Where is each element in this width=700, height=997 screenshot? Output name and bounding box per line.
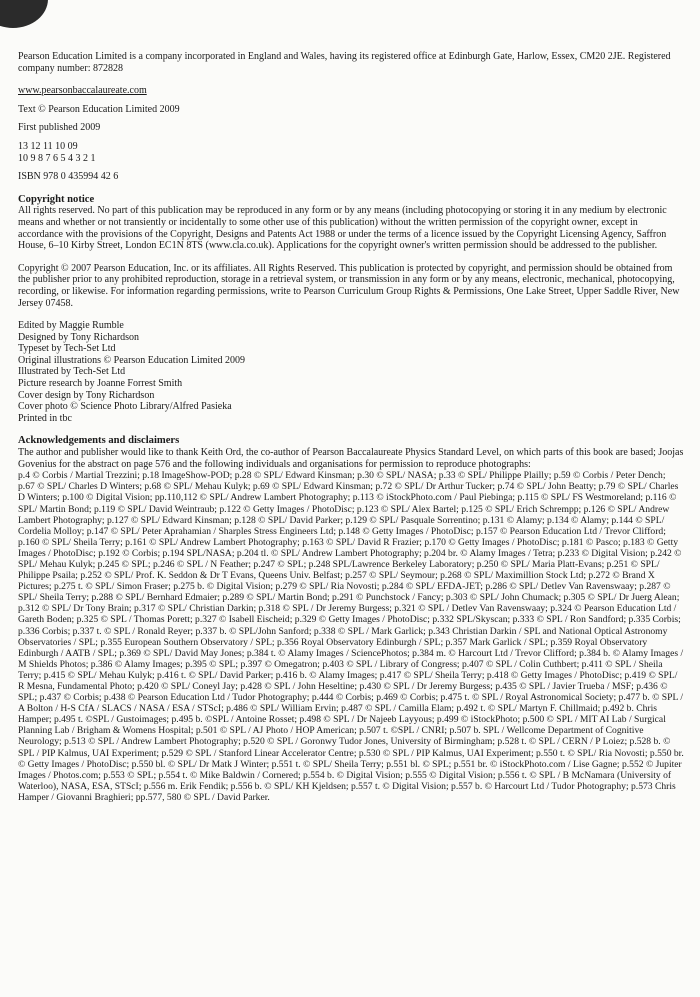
text-copyright: Text © Pearson Education Limited 2009	[18, 103, 180, 115]
production-credits	[18, 320, 684, 424]
copyright-notice-body: All rights reserved. No part of this publication may be reproduced in any form or by any means (including photocopying or storing it in any medium by electronic means and whether or not transiently or incidentally to some other use of this publication) without the written permission of the copyright owner, except in accordance with the provisions of the Copyright, Designs and Patents Act 1988 or under the terms of a licence issued by the Copyright Licensing Agency, Saffron House, 6–10 Kirby Street, London EC1N 8TS (www.cla.co.uk). Applications for the copyright owner's written permission should be addressed to the publisher.	[18, 205, 667, 252]
illustrated-by: Illustrated by Tech-Set Ltd	[18, 366, 126, 378]
first-published: First published 2009	[18, 122, 101, 134]
company-registration: Pearson Education Limited is a company incorporated in England and Wales, having its registered office at Edinburgh Gate, Harlow, Essex, CM20 2JE. Registered company number: 872828	[18, 51, 671, 74]
edited-by: Edited by Maggie Rumble	[18, 320, 124, 332]
printed-in: Printed in tbc	[18, 412, 72, 424]
picture-research: Picture research by Joanne Forrest Smith	[18, 378, 183, 390]
print-line-numbers: 10 9 8 7 6 5 4 3 2 1	[18, 152, 96, 164]
isbn: ISBN 978 0 435994 42 6	[18, 171, 119, 183]
corner-decoration	[0, 0, 48, 28]
print-line-years: 13 12 11 10 09	[18, 140, 78, 152]
us-copyright-notice: Copyright © 2007 Pearson Education, Inc. or its affiliates. All Rights Reserved. This publication is protected by copyright, and permission should be obtained from the publisher prior to any prohibited reproduction, storage in a retrieval system, or transmission in any form or by any means, electronic, mechanical, photocopying, recording, or likewise. For information regarding permissions, write to Pearson Curriculum Group Rights & Permissions, One Lake Street, Upper Saddle River, New Jersey 07458.	[18, 262, 680, 309]
acknowledgements-heading: Acknowledgements and disclaimers	[18, 435, 180, 447]
photo-credits: p.4 © Corbis / Martial Trezzini; p.18 ImageShow-POD; p.28 © SPL/ Edward Kinsman; p.30 © SPL/ NASA; p.33 © SPL/ Philippe Plailly; p.59 © Corbis / Peter Dench; p.67 © SPL/ Charles D Winters; p.68 © SPL/ Mehau Kulyk; p.69 © SPL/ Edward Kinsman; p.72 © SPL/ Dr Arthur Tucker; p.74 © SPL/ John Beatty; p.79 © SPL/ Charles D Winters; p.100 © Digital Vision; pp.110,112 © SPL/ Andrew Lambert Photography; p.113 © iStockPhoto.com / Paul Piebinga; p.115 © SPL/ FS Westmoreland; p.116 © SPL/ Martin Bond; p.119 © SPL/ David Weintraub; p.122 © Getty Images / PhotoDisc; p.123 © SPL/ Alex Bartel; p.125 © SPL/ Erich Schrempp; p.126 © SPL/ Andrew Lambert Photography; p.127 © SPL/ Edward Kinsman; p.128 © SPL/ David Parker; p.129 © SPL/ Pasquale Sorrentino; p.131 © Alamy; p.134 © Alamy; p.144 © SPL/ Cordelia Molloy; p.147 © SPL/ Peter Aprahamian / Sharples Stress Engineers Ltd; p.148 © Getty Images / PhotoDisc; p.157 © Pearson Education Ltd / Trevor Clifford; p.160 © SPL/ Sheila Terry; p.161 © SPL/ Andrew Lambert Photography; p.163 © SPL/ David R Frazier; p.170 © Getty Images / PhotoDisc; p.181 © Pasco; p.183 © Getty Images / PhotoDisc; p.192 © Corbis; p.194 SPL/NASA; p.204 tl. © SPL/ Andrew Lambert Photography; p.204 br. © Alamy Images / Tetra; p.233 © Digital Vision; p.242 © SPL/ Mehau Kulyk; p.245 © SPL; p.246 © SPL / N Feather; p.247 © SPL; p.248 SPL/Lawrence Berkeley Laboratory; p.250 © SPL/ Maria Platt-Evans; p.251 © SPL/ Philippe Psaila; p.252 © SPL/ Prof. K. Seddon & Dr T Evans, Queens Univ. Belfast; p.257 © SPL/ Seymour; p.268 © SPL/ Maximillion Stock Ltd; p.272 © Brand X Pictures; p.275 t. © SPL/ Simon Fraser; p.275 b. © Digital Vision; p.279 © SPL/ Ria Novosti; p.284 © SPL/ EFDA-JET; p.286 © SPL/ Detlev Van Ravenswaay; p.287 © SPL/ Sheila Terry; p.288 © SPL/ Bernhard Edmaier; p.289 © SPL/ Martin Bond; p.291 © Punchstock / Fancy; p.303 © SPL/ John Chumack; p.305 © SPL/ Dr Juerg Alean; p.312 © SPL/ Dr Tony Brain; p.317 © SPL/ Christian Darkin; p.318 © SPL / Dr Jeremy Burgess; p.321 © SPL / Detlev Van Ravenswaay; p.324 © Pearson Education Ltd / Gareth Boden; p.325 © SPL / Thomas Porett; p.327 © Isabell Eischeid; p.329 © Getty Images / PhotoDisc; p.332 SPL/Skyscan; p.333 © SPL / Ron Sandford; p.335 Corbis; p.336 Corbis; p.337 t. © SPL / Ronald Reyer; p.337 b. © SPL/John Sanford; p.338 © SPL / Mark Garlick; p.343 Christian Darkin / SPL and National Optical Astronomy Observatories / SPL; p.355 European Southern Observatory / SPL; p.356 Royal Observatory Edinburgh / SPL; p.357 Mark Garlick / SPL; p.359 Royal Observatory Edinburgh / AATB / SPL; p.369 © SPL/ David May Jones; p.384 t. © Alamy Images / SciencePhotos; p.384 m. © Harcourt Ltd / Trevor Clifford; p.384 b. © Alamy Images / M Shields Photos; p.386 © Alamy Images; p.395 © SPL; p.397 © Omegatron; p.403 © SPL / Library of Congress; p.407 © SPL / Colin Cuthbert; p.411 © SPL / Sheila Terry; p.415 © SPL/ Mehau Kulyk; p.416 t. © SPL/ David Parker; p.416 b. © Alamy Images; p.417 © SPL/ Sheila Terry; p.418 © Getty Images / PhotoDisc; p.419 © SPL/ R Mesna, Fundamental Photo; p.420 © SPL/ Coneyl Jay; p.428 © SPL / John Heseltine; p.430 © SPL / Dr Jeremy Burgess; p.435 © SPL / Javier Trueba / MSF; p.436 © SPL; p.437 © Corbis; p.438 © Pearson Education Ltd / Tudor Photography; p.444 © Corbis; p.469 © Corbis; p.475 t. © SPL / Royal Astronomical Society; p.477 b. © SPL / A Bolton / H-S CfA / SLACS / NASA / ESA / STScI; p.486 © SPL/ William Ervin; p.487 © SPL / Camilla Elam; p.492 t. © SPL/ Martyn F. Chillmaid; p.492 b. Chris Hamper; p.495 t. ©SPL / Gustoimages; p.495 b. ©SPL / Antoine Rosset; p.498 © SPL / Dr Najeeb Layyous; p.499 © iStockPhoto; p.500 © SPL / MIT AI Lab / Surgical Planning Lab / Brigham & Womens Hospital; p.501 © SPL / AJ Photo / HOP American; p.507 t. ©SPL / CNRI; p.507 b. SPL / Wellcome Department of Cognitive Neurology; p.513 © SPL / Andrew Lambert Photography; p.520 © SPL / Goronwy Tudor Jones, University of Birmingham; p.528 t. © SPL / CERN / P Loiez; p.528 b. © SPL / PIP Kalmus, UAI Experiment; p.529 © SPL / Stanford Linear Accelerator Centre; p.530 © SPL / PIP Kalmus, UAI Experiment; p.550 t. © SPL/ Ria Novosti; p.550 br. © Getty Images / PhotoDisc; p.550 bl. © SPL/ Dr Matk J Winter; p.551 t. © SPL/ Sheila Terry; p.551 bl. © SPL; p.551 br. © iStockPhoto.com / Lise Gagne; p.552 © Jupiter Images / Photos.com; p.553 © SPL; p.554 t. © Mike Baldwin / Cornered; p.554 b. © Digital Vision; p.555 © Digital Vision; p.556 t. © SPL / B McNamara (University of Waterloo), NASA, ESA, STScI; p.556 m. Erik Fendik; p.556 b. © SPL/ KH Kjeldsen; p.557 t. © Digital Vision; p.557 b. © Harcourt Ltd / Tudor Photography; p.573 Chris Hamper / Giovanni Braghieri; pp.577, 580 © SPL / David Parker.	[18, 470, 684, 803]
typeset-by: Typeset by Tech-Set Ltd	[18, 343, 116, 355]
cover-photo: Cover photo © Science Photo Library/Alfred Pasieka	[18, 401, 232, 413]
original-illustrations: Original illustrations © Pearson Education Limited 2009	[18, 354, 246, 366]
copyright-notice-heading: Copyright notice	[18, 193, 95, 205]
cover-design: Cover design by Tony Richardson	[18, 389, 155, 401]
copyright-page	[18, 51, 684, 803]
designed-by: Designed by Tony Richardson	[18, 331, 140, 343]
website-link[interactable]: www.pearsonbaccalaureate.com	[18, 85, 147, 97]
acknowledgements-intro: The author and publisher would like to thank Keith Ord, the co-author of Pearson Baccalaureate Physics Standard Level, on which parts of this book are based; Joojas Govenius for the abstract on page 576 and the following individuals and organisations for permission to reproduce photographs:	[18, 447, 684, 470]
